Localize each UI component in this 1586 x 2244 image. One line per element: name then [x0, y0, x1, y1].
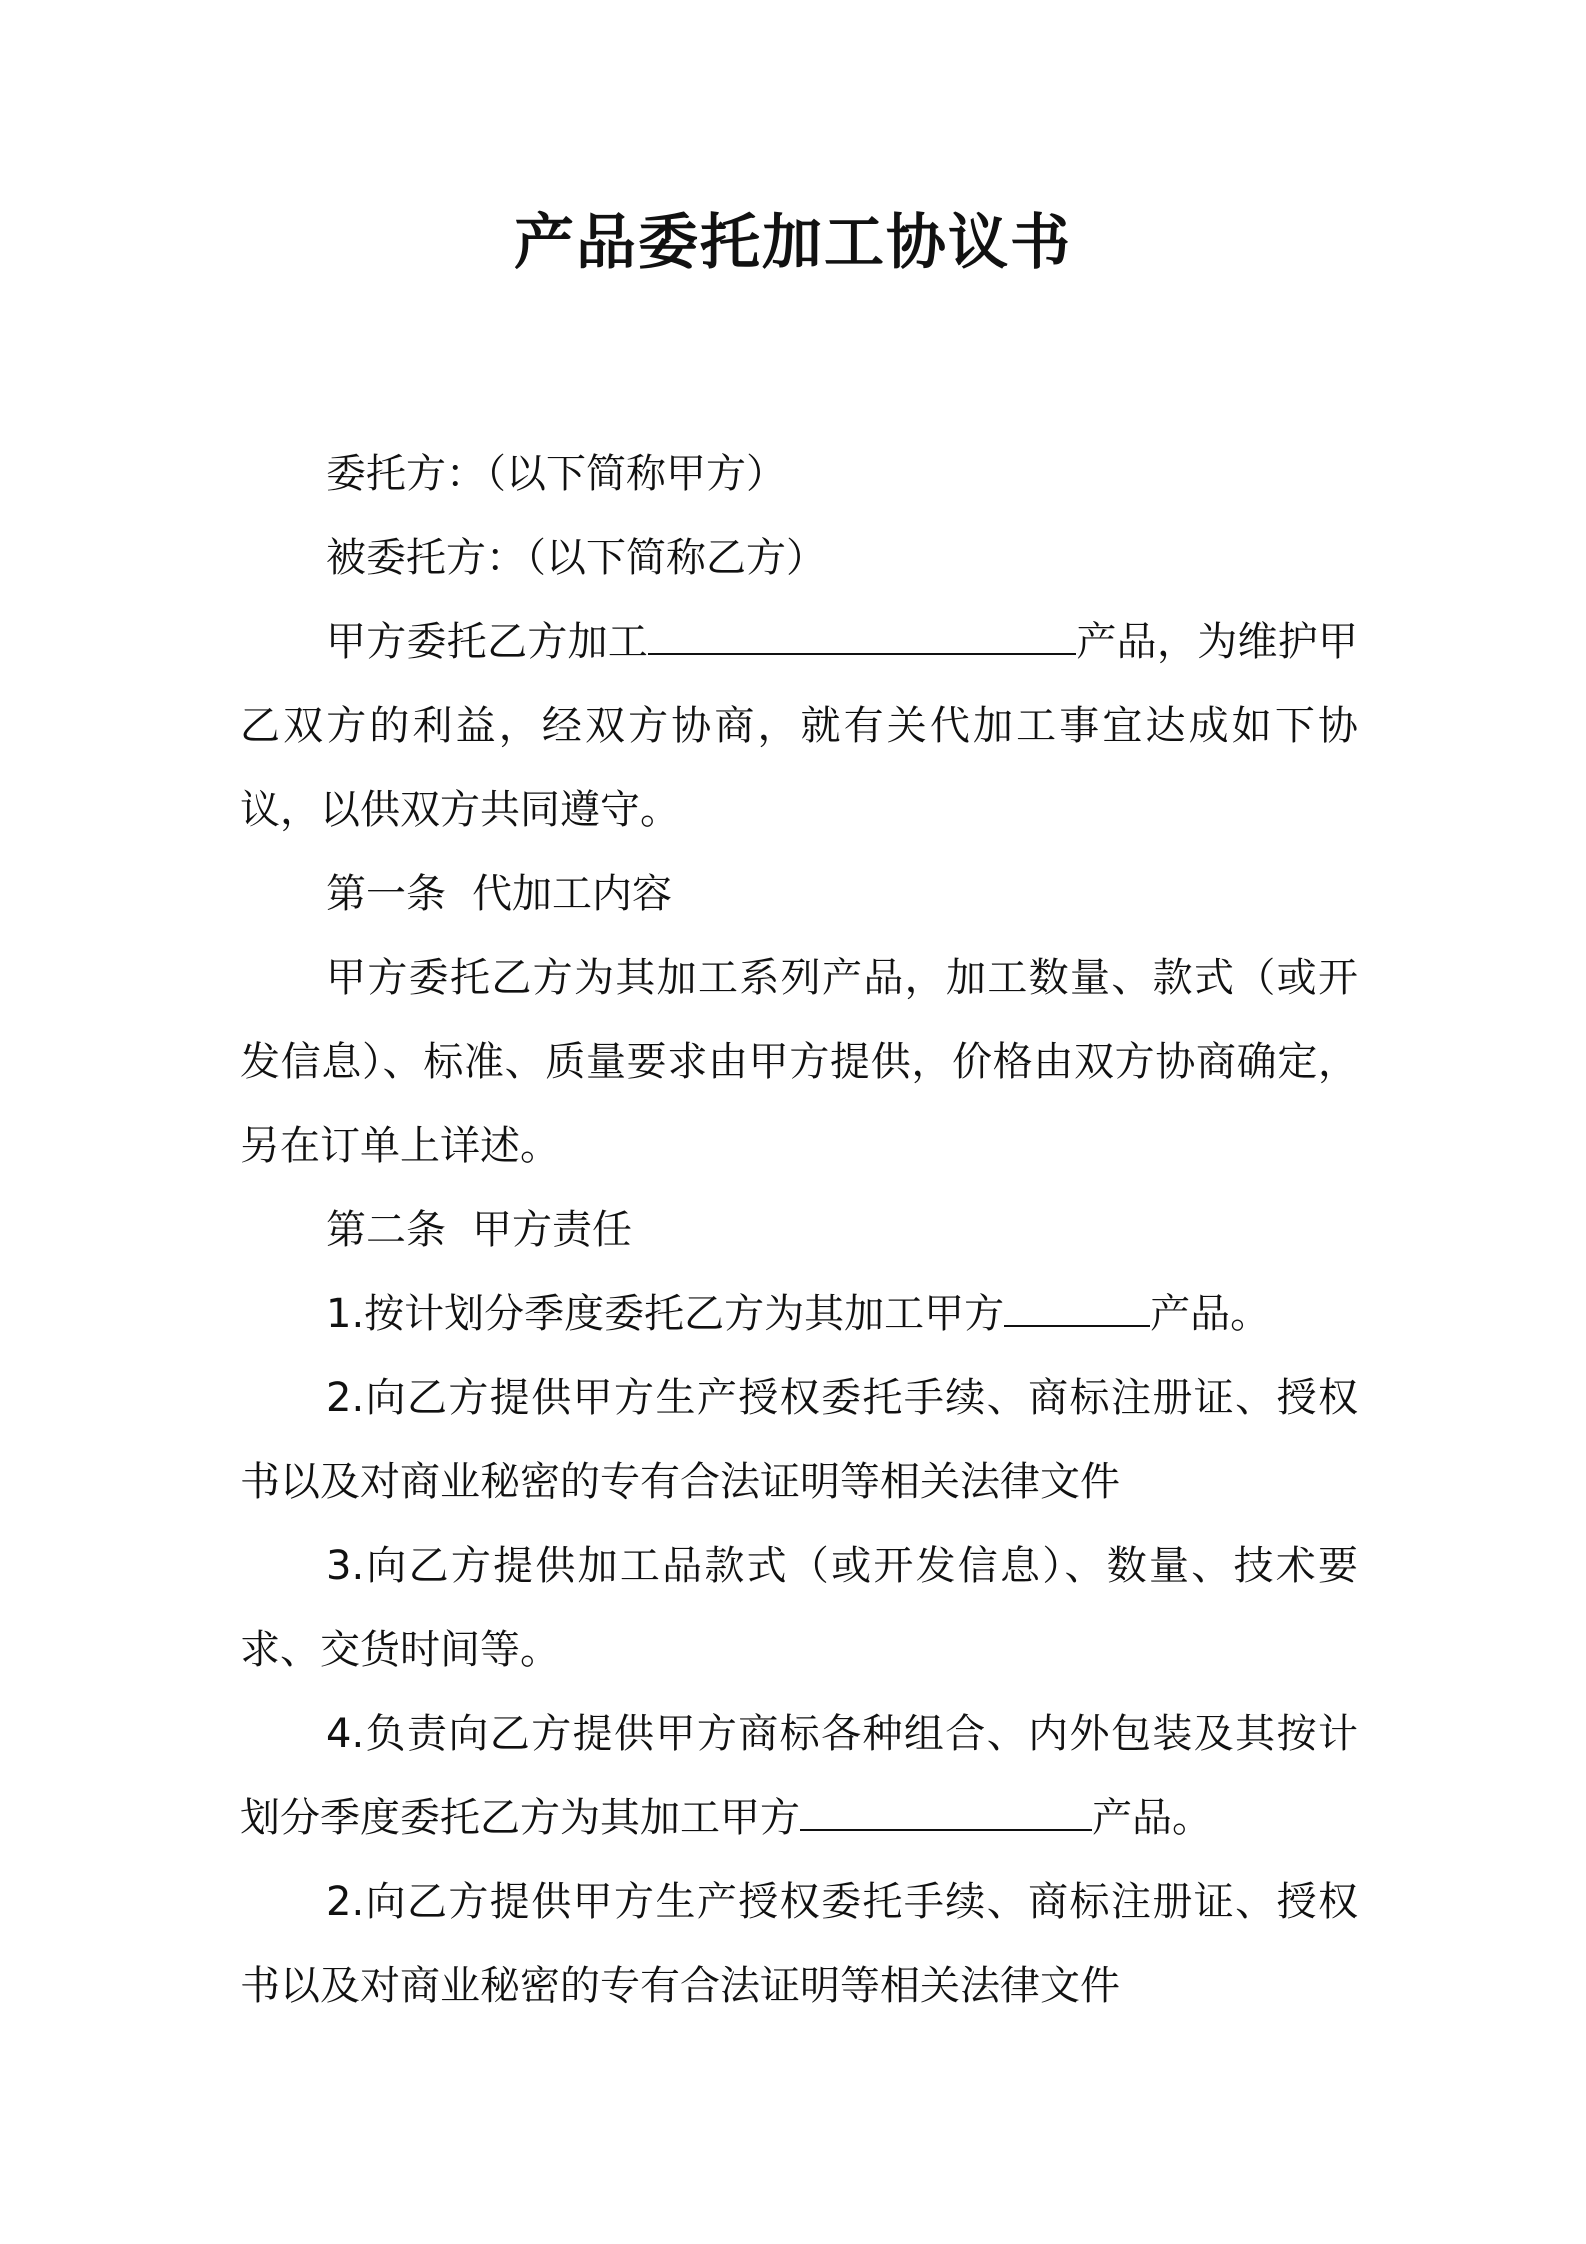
item4-prefix: 4.负责向乙方提供甲方商标各种组合、内外包装及其按计划分季度委托乙方为其加工甲方 [240, 1711, 1358, 1841]
purpose-suffix: 产品，为维护甲乙双方的利益，经双方协商，就有关代加工事宜达成如下协议，以供双方共同遵守。 [240, 619, 1359, 833]
article1-number: 第一条 [326, 871, 446, 917]
article1-heading [240, 852, 1358, 936]
product-name-blank[interactable] [648, 607, 1076, 655]
article1-text: 甲方委托乙方为其加工系列产品，加工数量、款式（或开发信息）、标准、质量要求由甲方提供，价格由双方协商确定，另在订单上详述。 [240, 955, 1358, 1169]
article2-item-4 [240, 1692, 1358, 1860]
article2-item-3: 3.向乙方提供加工品款式（或开发信息）、数量、技术要求、交货时间等。 [240, 1543, 1358, 1673]
party-b-line: 被委托方：（以下简称乙方） [326, 535, 826, 581]
purpose-prefix: 甲方委托乙方加工 [326, 619, 649, 665]
item1-prefix: 1.按计划分季度委托乙方为其加工甲方 [326, 1291, 1005, 1337]
purpose-paragraph [240, 600, 1358, 852]
item4-product-blank[interactable] [800, 1783, 1092, 1831]
document-body [240, 432, 1358, 2028]
party-a-line: 委托方：（以下简称甲方） [326, 451, 786, 497]
article2-item-1 [240, 1272, 1358, 1356]
article2-item-2: 2.向乙方提供甲方生产授权委托手续、商标注册证、授权书以及对商业秘密的专有合法证明等相关法律文件 [240, 1375, 1358, 1505]
document-title: 产品委托加工协议书 [514, 208, 1072, 278]
article2-heading [240, 1188, 1358, 1272]
article2-item-5: 2.向乙方提供甲方生产授权委托手续、商标注册证、授权书以及对商业秘密的专有合法证明等相关法律文件 [240, 1879, 1358, 2009]
item1-product-blank[interactable] [1004, 1279, 1150, 1327]
article2-title: 甲方责任 [472, 1207, 632, 1253]
item1-suffix: 产品。 [1150, 1291, 1271, 1337]
article2-number: 第二条 [326, 1207, 446, 1253]
article1-title: 代加工内容 [472, 871, 672, 917]
item4-suffix: 产品。 [1092, 1795, 1212, 1841]
